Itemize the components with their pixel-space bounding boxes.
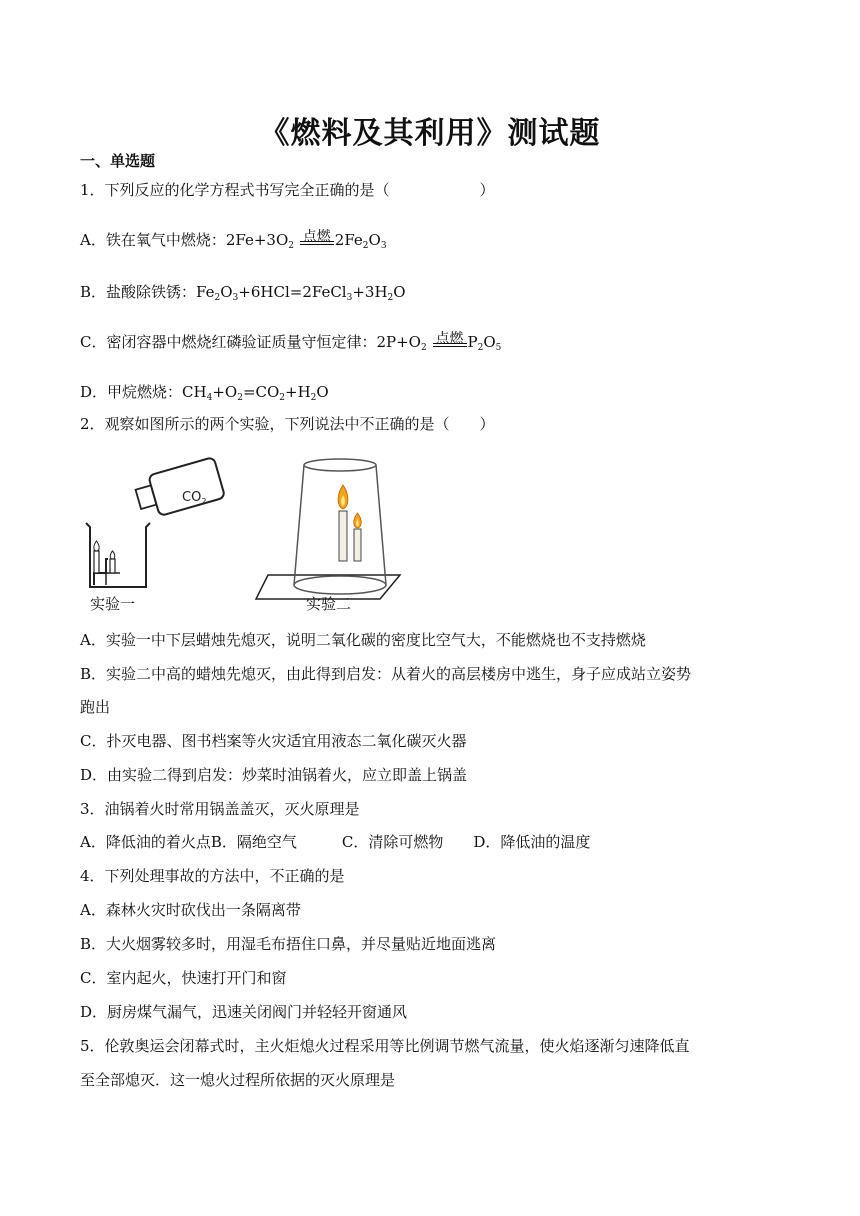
question-3-options: A．降低油的着火点B．隔绝空气 C．清除可燃物 D．降低油的温度 bbox=[80, 833, 591, 851]
question-1-stem: 1．下列反应的化学方程式书写完全正确的是（ ） bbox=[80, 181, 495, 199]
question-4-stem: 4．下列处理事故的方法中，不正确的是 bbox=[80, 867, 345, 885]
question-5-stem: 5．伦敦奥运会闭幕式时，主火炬熄火过程采用等比例调节燃气流量，使火焰逐渐匀速降低直 bbox=[80, 1037, 690, 1055]
question-2-stem: 2．观察如图所示的两个实验，下列说法中不正确的是（ ） bbox=[80, 415, 495, 433]
bell-jar-illustration bbox=[256, 459, 400, 599]
question-2-option-b: B．实验二中高的蜡烛先熄灭，由此得到启发：从着火的高层楼房中逃生，身子应成站立姿势 bbox=[80, 665, 692, 683]
question-2-option-d: D．由实验二得到启发：炒菜时油锅着火，应立即盖上锅盖 bbox=[80, 766, 468, 784]
section-heading: 一、单选题 bbox=[80, 152, 156, 170]
beaker-illustration bbox=[86, 457, 225, 587]
experiment-two-label: 实验二 bbox=[306, 595, 352, 613]
experiment-one-label: 实验一 bbox=[90, 595, 136, 613]
question-2-option-c: C．扑灭电器、图书档案等火灾适宜用液态二氧化碳灭火器 bbox=[80, 732, 467, 750]
question-1-option-d: D．甲烷燃烧：$CH_4+O_2=CO_2+H_2O$ bbox=[80, 383, 329, 403]
question-4-option-d: D．厨房煤气漏气，迅速关闭阀门并轻轻开窗通风 bbox=[80, 1003, 408, 1021]
question-4-option-b: B．大火烟雾较多时，用湿毛布捂住口鼻，并尽量贴近地面逃离 bbox=[80, 935, 497, 953]
question-2-option-a: A．实验一中下层蜡烛先熄灭，说明二氧化碳的密度比空气大，不能燃烧也不支持燃烧 bbox=[80, 631, 646, 649]
question-1-option-b: B．盐酸除铁锈：$Fe_2O_3+6HCl=2FeCl_3+3H_2O$ bbox=[80, 283, 406, 303]
gas-label: $CO_2$ bbox=[182, 490, 207, 506]
question-4-option-c: C．室内起火，快速打开门和窗 bbox=[80, 969, 287, 987]
question-5-stem-cont: 至全部熄灭．这一熄火过程所依据的灭火原理是 bbox=[80, 1071, 396, 1089]
question-3-stem: 3．油锅着火时常用锅盖盖灭，灭火原理是 bbox=[80, 800, 360, 818]
question-1-option-c: C．密闭容器中燃烧红磷验证质量守恒定律：$2P+O_2$ 点燃 $P_2O_5$ bbox=[80, 331, 502, 353]
page-title: 《燃料及其利用》测试题 bbox=[259, 116, 601, 151]
question-2-option-b-cont: 跑出 bbox=[80, 698, 111, 716]
question-1-option-a: A．铁在氧气中燃烧：$2Fe+3O_2$ 点燃 $2Fe_2O_3$ bbox=[80, 229, 387, 251]
question-4-option-a: A．森林火灾时砍伐出一条隔离带 bbox=[80, 901, 301, 919]
experiment-illustration bbox=[80, 455, 410, 615]
experiment-figure bbox=[80, 455, 410, 619]
